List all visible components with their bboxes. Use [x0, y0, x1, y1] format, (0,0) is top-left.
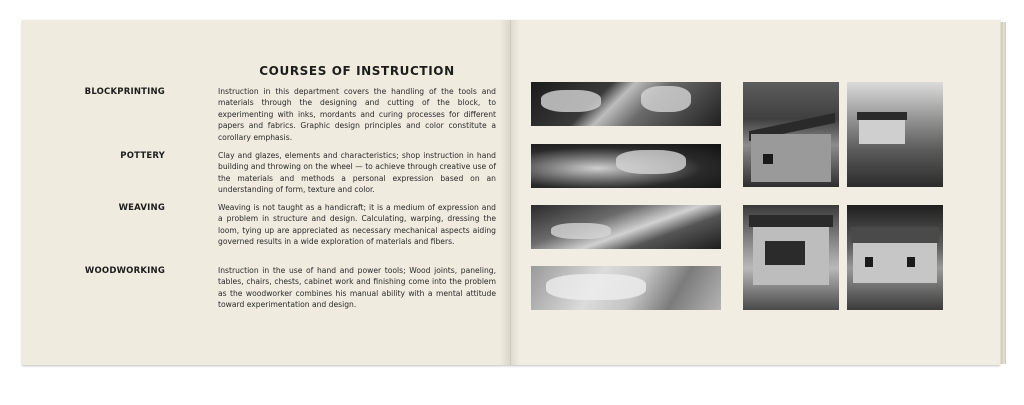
building-photo-1 — [743, 82, 839, 187]
course-desc-blockprinting: Instruction in this department covers the handling of the tools and materials through the designing and cutting of the block, to experimenting with inks, mordants and curing processes for different papers and fabrics. Graphic design principles and color constitute a corollary emphasis. — [218, 87, 496, 142]
pottery-photo — [531, 144, 721, 188]
course-desc-woodworking: Instruction in the use of hand and power tools; Wood joints, paneling, tables, chairs, chests, cabinet work and finishing come into the problem as the woodworker combines his manual ability with a mental attitude toward experimentation and design. — [218, 266, 496, 310]
woodworking-photo — [531, 266, 721, 310]
blockprinting-photo — [531, 82, 721, 126]
course-name-blockprinting: BLOCKPRINTING — [84, 87, 165, 97]
weaving-photo — [531, 205, 721, 249]
building-photo-2 — [847, 82, 943, 187]
building-photo-4 — [847, 205, 943, 310]
course-name-pottery: POTTERY — [120, 151, 165, 161]
page-title: COURSES OF INSTRUCTION — [259, 64, 455, 78]
course-name-weaving: WEAVING — [118, 203, 165, 213]
page-edges — [1000, 22, 1006, 364]
building-photo-3 — [743, 205, 839, 310]
left-page — [22, 20, 511, 365]
booklet-spread — [22, 20, 1000, 365]
course-desc-weaving: Weaving is not taught as a handicraft; it is a medium of expression and a problem in structure and design. Calculating, warping, dressing the loom, tying up are appreciated as necessary mechanical aspects aiding governed results in a wide exploration of materials and fibers. — [218, 203, 496, 247]
course-name-woodworking: WOODWORKING — [84, 266, 165, 276]
course-desc-pottery: Clay and glazes, elements and characteristics; shop instruction in hand building and throwing on the wheel — to achieve through creative use of the materials and methods a personal expression based on an understanding of form, texture and color. — [218, 151, 496, 195]
right-page — [510, 20, 1001, 365]
